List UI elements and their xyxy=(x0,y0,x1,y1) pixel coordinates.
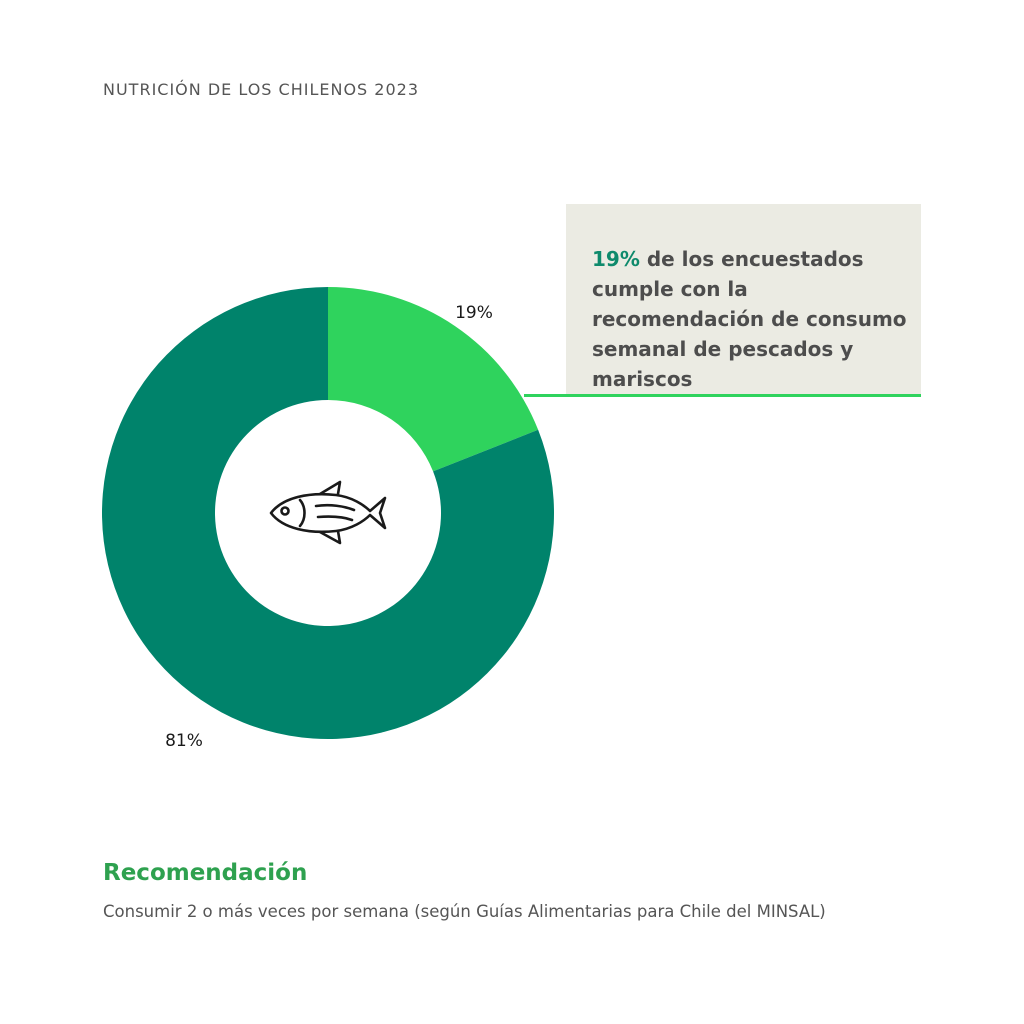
slice-label-81: 81% xyxy=(165,731,203,751)
recommendation-text: Consumir 2 o más veces por semana (según Guías Alimentarias para Chile del MINSAL) xyxy=(103,902,826,921)
callout-box xyxy=(566,204,921,394)
callout-body: de los encuestados cumple con la recomendación de consumo semanal de pescados y mariscos xyxy=(592,247,907,391)
page-title: NUTRICIÓN DE LOS CHILENOS 2023 xyxy=(103,80,419,99)
fish-icon xyxy=(271,482,385,543)
callout-text xyxy=(592,244,912,394)
slice-label-19: 19% xyxy=(455,303,493,323)
callout-connector-line xyxy=(524,394,921,397)
callout-highlight: 19% xyxy=(592,247,640,271)
recommendation-title: Recomendación xyxy=(103,860,308,886)
